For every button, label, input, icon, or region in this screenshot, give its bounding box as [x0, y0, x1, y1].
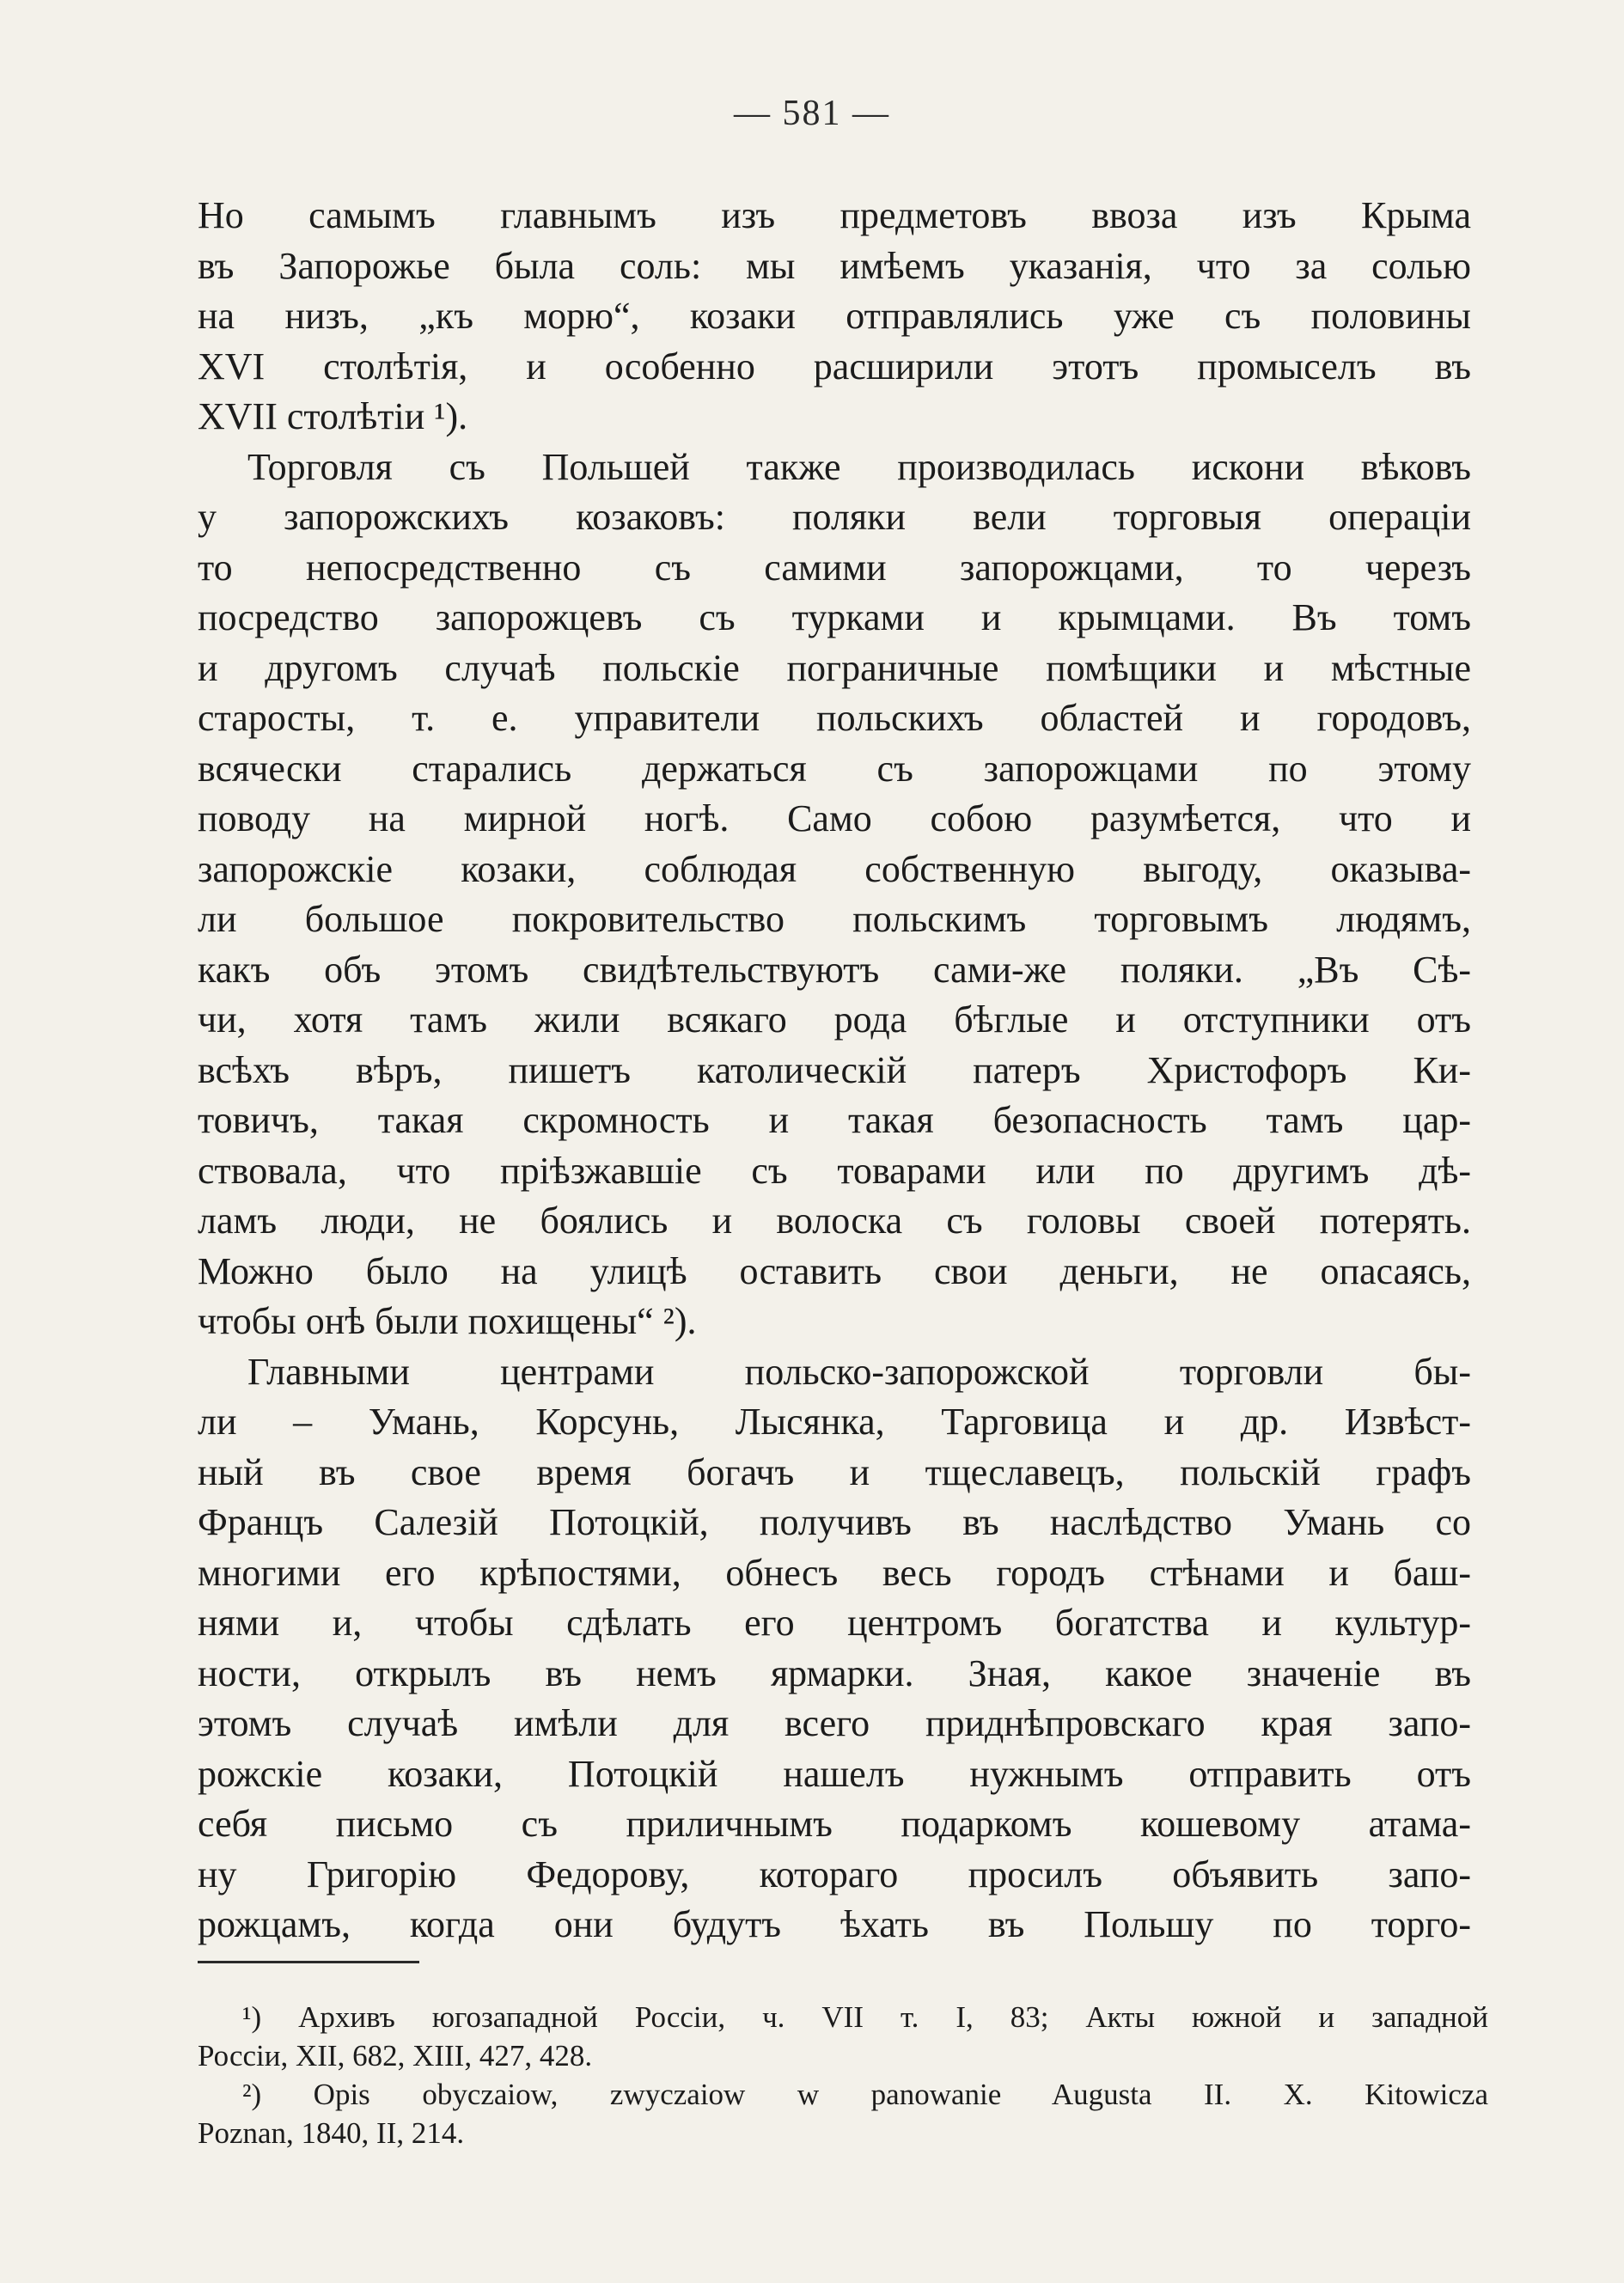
text-line: ный въ свое время богачъ и тщеславецъ, польскій графъ	[198, 1450, 1471, 1493]
footnote-line: ¹) Архивъ югозападной Россіи, ч. VII т. I, 83; Акты южной и западной	[242, 2000, 1488, 2034]
text-line: запорожскіе козаки, соблюдая собственную выгоду, оказыва-	[198, 847, 1471, 890]
text-line: нями и, чтобы сдѣлать его центромъ богатства и культур-	[198, 1602, 1471, 1644]
text-line: Можно было на улицѣ оставить свои деньги, не опасаясь,	[198, 1249, 1471, 1292]
text-line: чтобы онѣ были похищены“ ²).	[198, 1300, 697, 1342]
text-line: какъ объ этомъ свидѣтельствуютъ сами-же поляки. „Въ Сѣ-	[198, 948, 1471, 991]
page-number: — 581 —	[734, 94, 890, 133]
body-text	[198, 191, 1471, 1950]
text-line: ламъ люди, не боялись и волоска съ головы своей потерять.	[198, 1199, 1471, 1242]
text-line: ности, открылъ въ немъ ярмарки. Зная, какое значеніе въ	[198, 1651, 1471, 1694]
text-line: рожцамъ, когда они будутъ ѣхать въ Польшу по торго-	[198, 1903, 1471, 1945]
text-line: то непосредственно съ самими запорожцами, то черезъ	[198, 546, 1471, 589]
text-line: Торговля съ Польшей также производилась искони вѣковъ	[247, 445, 1471, 488]
footnote-divider	[198, 1961, 419, 1963]
text-line: старосты, т. е. управители польскихъ областей и городовъ,	[198, 697, 1471, 739]
text-line: товичъ, такая скромность и такая безопасность тамъ цар-	[198, 1099, 1471, 1141]
text-line: поводу на мирной ногѣ. Само собою разумѣется, что и	[198, 797, 1471, 839]
text-line: ли большое покровительство польскимъ торговымъ людямъ,	[198, 898, 1471, 940]
text-line: Францъ Салезій Потоцкій, получивъ въ наслѣдство Умань со	[198, 1501, 1471, 1543]
text-line: ли – Умань, Корсунь, Лысянка, Тарговица и др. Извѣст-	[198, 1401, 1471, 1443]
text-line: XVII столѣтіи ¹).	[198, 395, 468, 437]
text-line: многими его крѣпостями, обнесъ весь городъ стѣнами и баш-	[198, 1551, 1471, 1594]
text-line: Но самымъ главнымъ изъ предметовъ ввоза изъ Крыма	[198, 194, 1471, 236]
text-line: посредство запорожцевъ съ турками и крымцами. Въ томъ	[198, 596, 1471, 638]
text-line: въ Запорожье была соль: мы имѣемъ указанія, что за солью	[198, 244, 1471, 287]
text-line: чи, хотя тамъ жили всякаго рода бѣглые и отступники отъ	[198, 998, 1471, 1041]
text-line: этомъ случаѣ имѣли для всего приднѣпровскаго края запо-	[198, 1702, 1471, 1744]
text-line: себя письмо съ приличнымъ подаркомъ кошевому атама-	[198, 1803, 1471, 1845]
footnote-line: Россіи, XII, 682, XIII, 427, 428.	[198, 2039, 593, 2072]
footnotes	[198, 1998, 1488, 2152]
text-line: Главными центрами польско-запорожской торговли бы-	[247, 1350, 1471, 1393]
text-line: ну Григорію Федорову, котораго просилъ объявить запо-	[198, 1853, 1471, 1895]
text-line: у запорожскихъ козаковъ: поляки вели торговыя операціи	[198, 496, 1471, 538]
text-line: ствовала, что пріѣзжавшіе съ товарами или по другимъ дѣ-	[198, 1149, 1471, 1192]
text-line: рожскіе козаки, Потоцкій нашелъ нужнымъ отправить отъ	[198, 1752, 1471, 1795]
footnote-line: Poznan, 1840, II, 214.	[198, 2116, 465, 2150]
text-line: и другомъ случаѣ польскіе пограничные помѣщики и мѣстные	[198, 646, 1471, 689]
text-line: XVI столѣтія, и особенно расширили этотъ промыселъ въ	[198, 345, 1471, 388]
text-line: на низъ, „къ морю“, козаки отправлялись уже съ половины	[198, 295, 1471, 337]
text-line: всячески старались держаться съ запорожцами по этому	[198, 747, 1471, 790]
text-line: всѣхъ вѣръ, пишетъ католическій патеръ Христофоръ Ки-	[198, 1048, 1471, 1091]
footnote-line: ²) Opis obyczaiow, zwyczaiow w panowanie Augusta II. X. Kitowicza	[242, 2078, 1488, 2111]
